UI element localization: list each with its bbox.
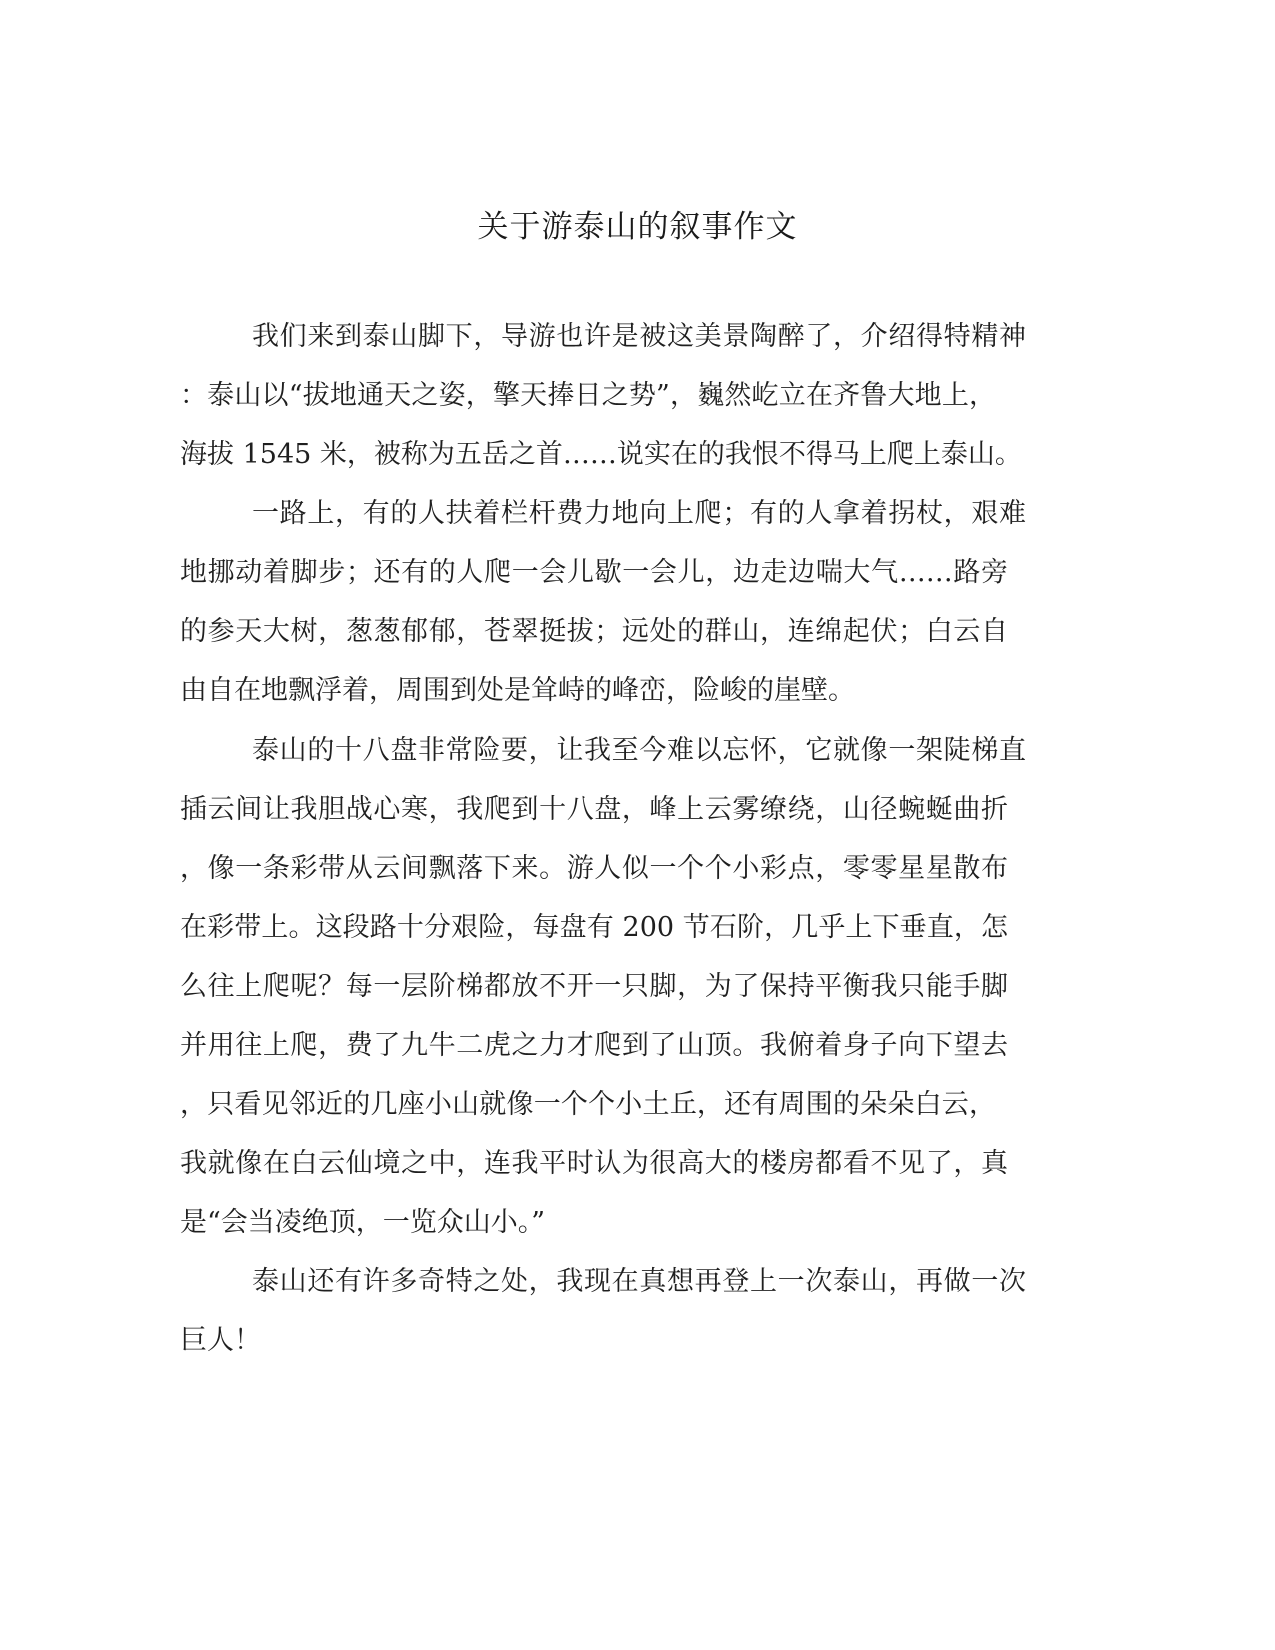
paragraph-line: 在彩带上。这段路十分艰险，每盘有 200 节石阶，几乎上下垂直，怎 bbox=[180, 912, 1008, 943]
paragraph-line: 我们来到泰山脚下，导游也许是被这美景陶醉了，介绍得特精神 bbox=[252, 321, 1026, 352]
paragraph-line: 的参天大树，葱葱郁郁，苍翠挺拔；远处的群山，连绵起伏；白云自 bbox=[180, 616, 1008, 647]
paragraph-line: ，只看见邻近的几座小山就像一个个小土丘，还有周围的朵朵白云， bbox=[180, 1089, 996, 1120]
paragraph-line: 并用往上爬，费了九牛二虎之力才爬到了山顶。我俯着身子向下望去 bbox=[180, 1030, 1008, 1061]
paragraph-line: 是“会当凌绝顶，一览众山小。” bbox=[180, 1207, 546, 1238]
document-title: 关于游泰山的叙事作文 bbox=[477, 209, 798, 245]
paragraph-line: ：泰山以“拔地通天之姿，擎天捧日之势”，巍然屹立在齐鲁大地上， bbox=[180, 380, 996, 411]
paragraph-line: 泰山的十八盘非常险要，让我至今难以忘怀，它就像一架陡梯直 bbox=[252, 735, 1026, 766]
paragraph-line: 巨人！ bbox=[180, 1325, 261, 1356]
paragraph-line: 海拔 1545 米，被称为五岳之首……说实在的我恨不得马上爬上泰山。 bbox=[180, 439, 1022, 470]
paragraph-line: 我就像在白云仙境之中，连我平时认为很高大的楼房都看不见了，真 bbox=[180, 1148, 1008, 1179]
paragraph-line: 由自在地飘浮着，周围到处是耸峙的峰峦，险峻的崖壁。 bbox=[180, 675, 855, 706]
paragraph-line: 插云间让我胆战心寒，我爬到十八盘，峰上云雾缭绕，山径蜿蜒曲折 bbox=[180, 794, 1008, 825]
paragraph-line: 地挪动着脚步；还有的人爬一会儿歇一会儿，边走边喘大气……路旁 bbox=[180, 557, 1008, 588]
paragraph-line: 一路上，有的人扶着栏杆费力地向上爬；有的人拿着拐杖，艰难 bbox=[252, 498, 1026, 529]
paragraph-line: ，像一条彩带从云间飘落下来。游人似一个个小彩点，零零星星散布 bbox=[180, 853, 1008, 884]
paragraph-line: 泰山还有许多奇特之处，我现在真想再登上一次泰山，再做一次 bbox=[252, 1266, 1026, 1297]
paragraph-line: 么往上爬呢？每一层阶梯都放不开一只脚，为了保持平衡我只能手脚 bbox=[180, 971, 1008, 1002]
